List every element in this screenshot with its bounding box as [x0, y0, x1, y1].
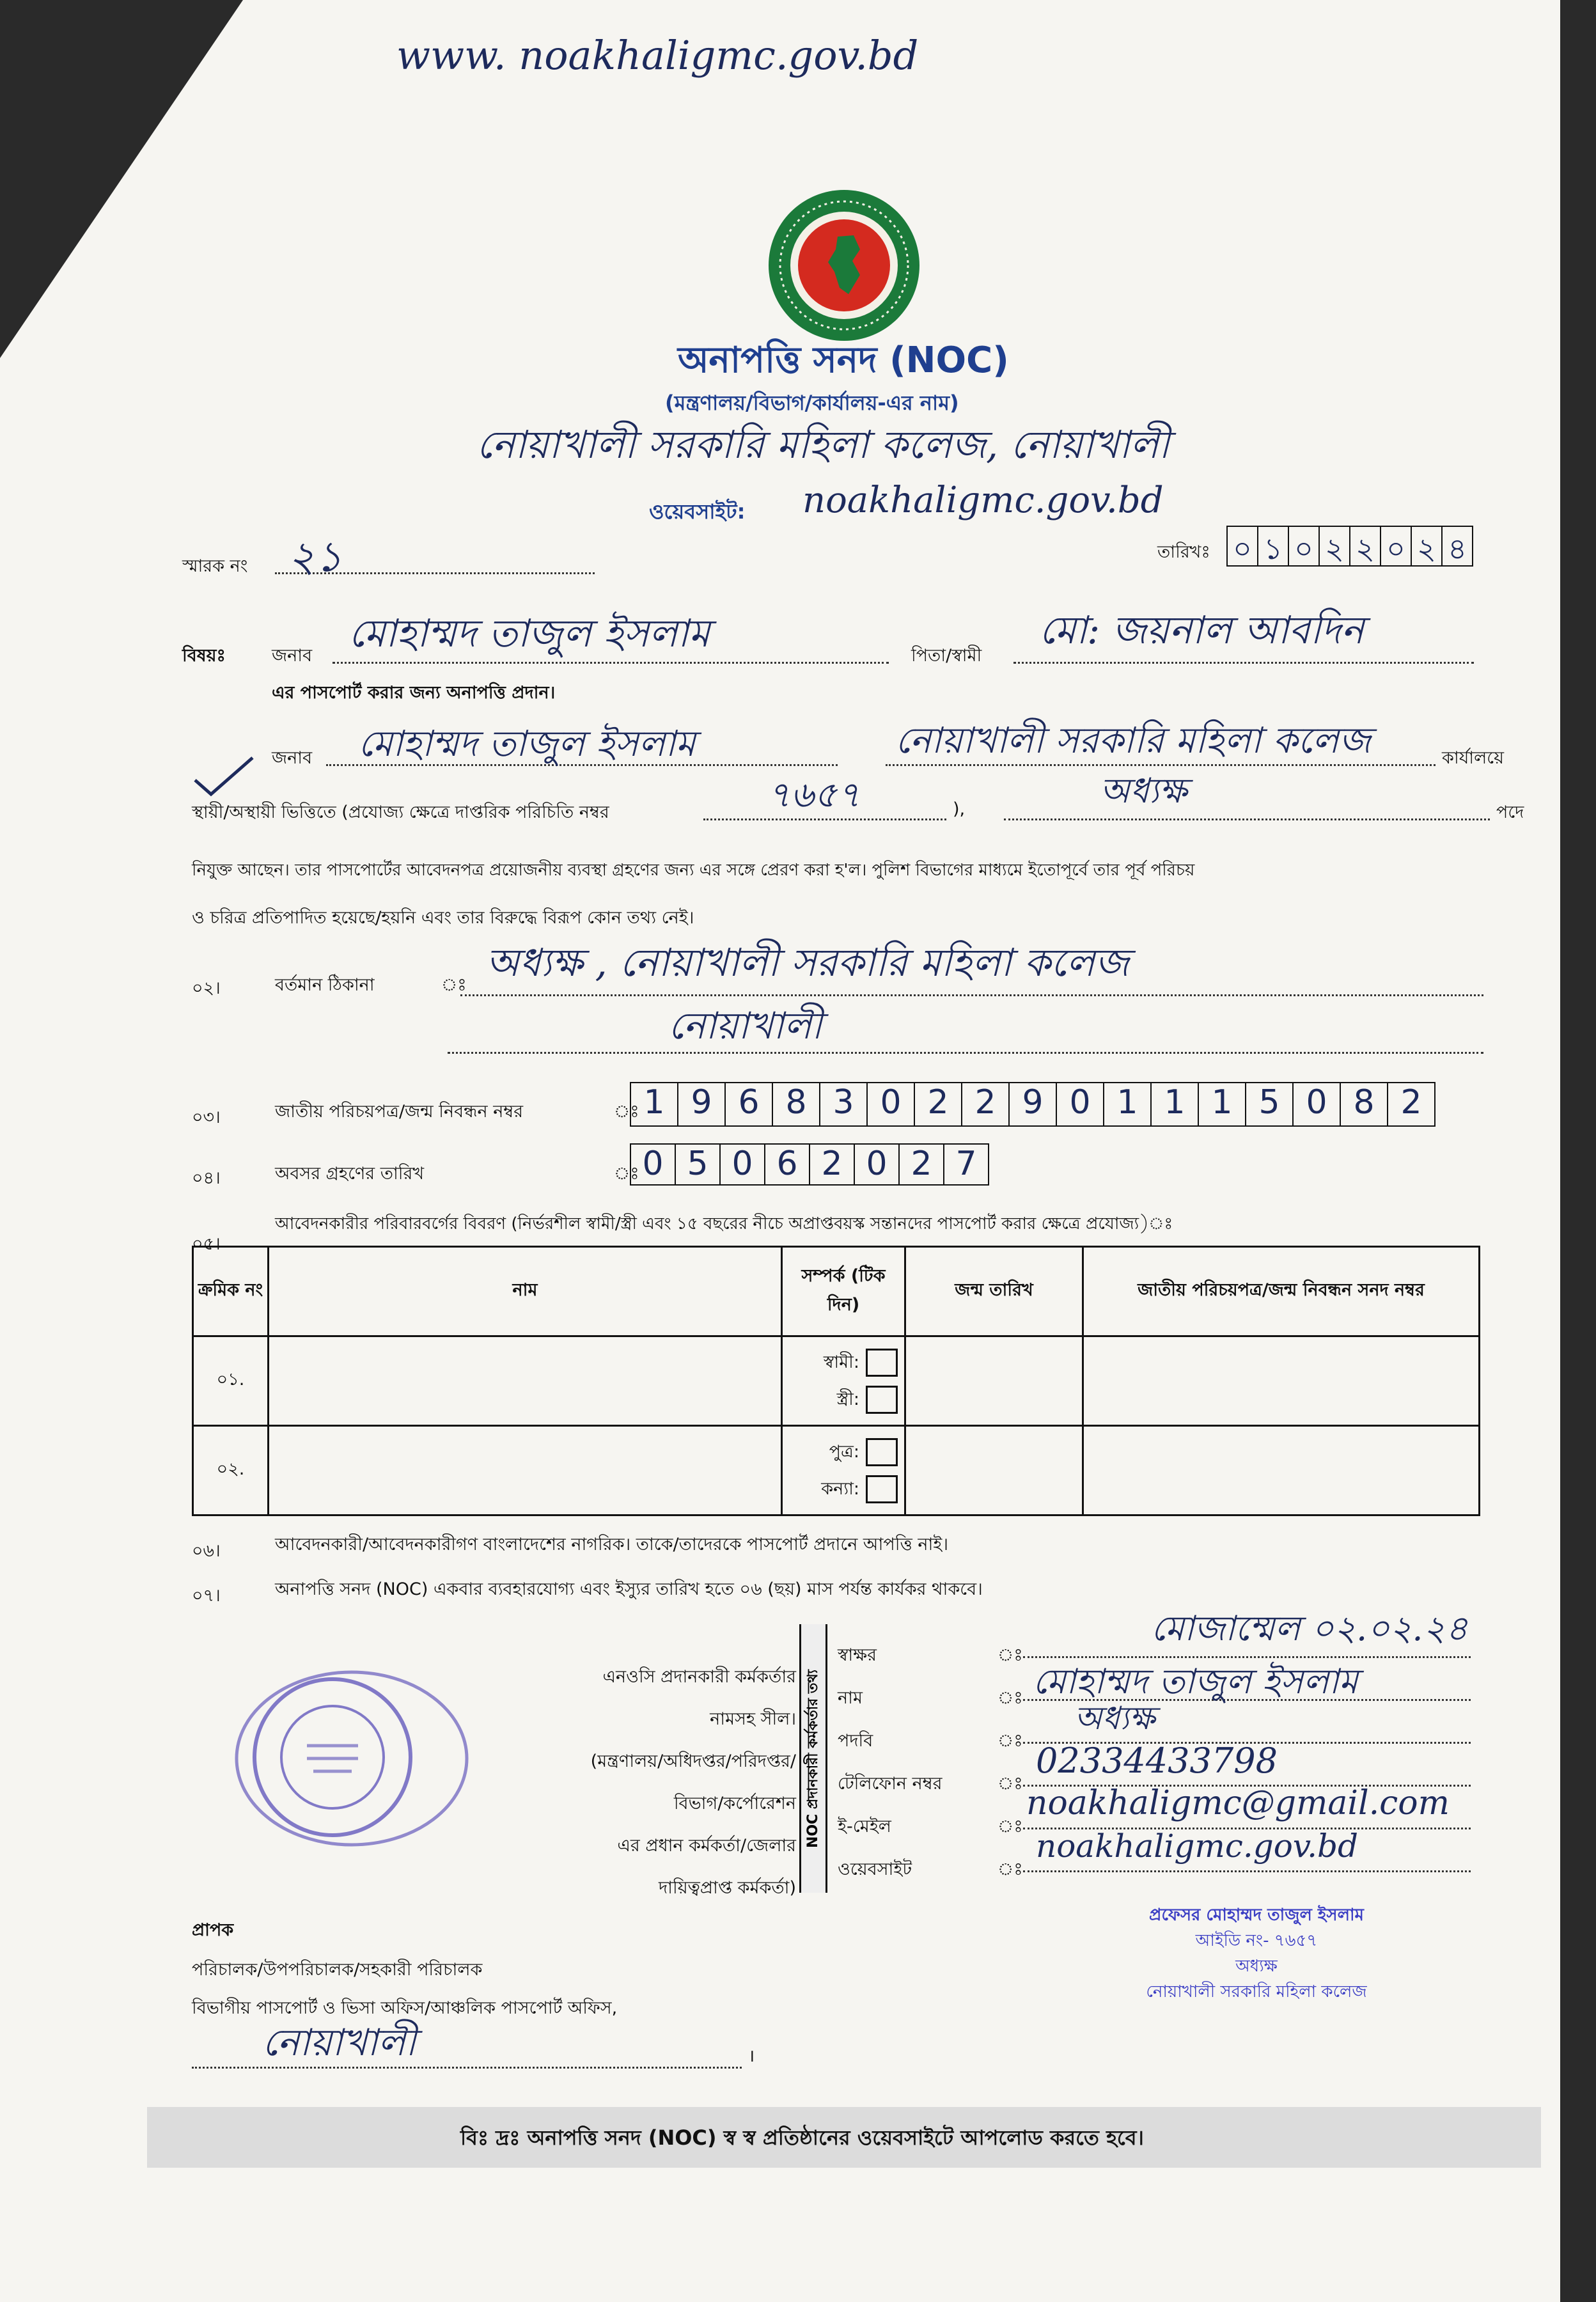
row-name-cell[interactable]: [269, 1426, 782, 1515]
stamp-line: নোয়াখালী সরকারি মহিলা কলেজ: [1146, 1982, 1367, 2001]
website-value: noakhaligmc.gov.bd: [802, 480, 1164, 521]
checkbox-husband[interactable]: [866, 1349, 898, 1377]
field-label: নাম: [838, 1688, 863, 1708]
nid-digit: 1: [1198, 1082, 1246, 1127]
relation-label: স্ত্রী:: [836, 1389, 859, 1409]
nid-digit: 2: [961, 1082, 1010, 1127]
item3-colon: ঃ: [614, 1102, 639, 1122]
row-serial: ০২.: [193, 1426, 269, 1515]
retirement-digit: 6: [764, 1143, 810, 1186]
relation-label: কন্যা:: [821, 1478, 859, 1499]
vertical-bracket: [799, 1624, 827, 1893]
item2-colon: ঃ: [441, 975, 467, 995]
handwritten-url: www. noakhaligmc.gov.bd: [396, 32, 919, 79]
signatory-field-labels: [838, 1634, 943, 1891]
field-label: টেলিফোন নম্বর: [838, 1774, 943, 1794]
nid-digit: 9: [1008, 1082, 1057, 1127]
date-digit: ৪: [1441, 526, 1473, 567]
official-stamp: [1049, 1902, 1464, 2005]
field-label: পদবি: [838, 1731, 873, 1751]
website-line: [1023, 1870, 1471, 1872]
family-table: [192, 1246, 1480, 1516]
recipient-end: ।: [748, 2046, 755, 2066]
nid-digit: 8: [1340, 1082, 1388, 1127]
item5-number: ০৫।: [192, 1234, 221, 1254]
date-label: তারিখঃ: [1157, 542, 1210, 562]
recipient-city: নোয়াখালী: [262, 2021, 416, 2064]
nid-boxes: [630, 1082, 1434, 1127]
field-colons: ঃ ঃ ঃ ঃ ঃ ঃ: [997, 1645, 1023, 1879]
signatory-phone: 02334433798: [1036, 1741, 1278, 1781]
nid-digit: 8: [772, 1082, 820, 1127]
address-line-2: [448, 1052, 1483, 1054]
nid-digit: 9: [677, 1082, 726, 1127]
address-2: নোয়াখালী: [668, 1004, 822, 1047]
body-name: মোহাম্মদ তাজুল ইসলাম: [358, 723, 696, 765]
address-1: অধ্যক্ষ , নোয়াখালী সরকারি মহিলা কলেজ: [486, 941, 1129, 985]
header-serial: ক্রমিক নং: [193, 1247, 269, 1336]
nid-digit: 6: [724, 1082, 773, 1127]
relation-label: পুত্র:: [829, 1441, 859, 1462]
item2-label: বর্তমান ঠিকানা: [275, 975, 375, 995]
relation-label: স্বামী:: [823, 1352, 859, 1372]
signatory-designation: অধ্যক্ষ: [1074, 1700, 1155, 1737]
nid-digit: 2: [1387, 1082, 1436, 1127]
signatory-website: noakhaligmc.gov.bd: [1036, 1828, 1359, 1865]
college-round-seal-icon: [230, 1663, 486, 1854]
retirement-digit: 0: [719, 1143, 765, 1186]
retirement-digit: 2: [898, 1143, 944, 1186]
stamp-line: প্রফেসর মোহাম্মদ তাজুল ইসলাম: [1149, 1906, 1364, 1925]
signatory-line: নামসহ সীল।: [710, 1709, 796, 1729]
header-dob: জন্ম তারিখ: [905, 1247, 1083, 1336]
body-janab: জনাব: [272, 748, 313, 768]
date-digit: ০: [1288, 526, 1320, 567]
item5-label: আবেদনকারীর পরিবারবর্গের বিবরণ (নির্ভরশীল স্বামী/স্ত্রী এবং ১৫ বছরের নীচে অপ্রাপ্তবয়স্ক সন্তানদের পাসপোর্ট করার ক্ষেত্রে প্রযোজ্য)ঃ: [275, 1214, 1173, 1233]
subject-line2: এর পাসপোর্ট করার জন্য অনাপত্তি প্রদান।: [272, 683, 556, 703]
recipient-heading: প্রাপক: [192, 1920, 234, 1940]
page-title: অনাপত্তি সনদ (NOC): [678, 340, 1009, 381]
stamp-line: আইডি নং- ৭৬৫৭: [1195, 1931, 1318, 1950]
comma-paren: ),: [953, 799, 966, 819]
item7-number: ০৭।: [192, 1586, 221, 1606]
item4-label: অবসর গ্রহণের তারিখ: [275, 1164, 425, 1184]
date-digit: ১: [1257, 526, 1289, 567]
recipient-line1: পরিচালক/উপপরিচালক/সহকারী পরিচালক: [192, 1960, 483, 1980]
footer-note: বিঃ দ্রঃ অনাপত্তি সনদ (NOC) স্ব স্ব প্রতিষ্ঠানের ওয়েবসাইটে আপলোড করতে হবে।: [460, 2126, 1145, 2150]
checkmark-icon: [192, 755, 256, 799]
date-digit: ০: [1380, 526, 1412, 567]
nid-digit: 1: [1103, 1082, 1152, 1127]
date-digit: ২: [1318, 526, 1350, 567]
signatory-line: এর প্রধান কর্মকর্তা/জেলার: [617, 1836, 796, 1856]
header-relation: সম্পর্ক (টিক দিন): [782, 1247, 905, 1336]
nid-digit: 0: [1056, 1082, 1104, 1127]
government-seal-icon: [764, 185, 924, 345]
row-name-cell[interactable]: [269, 1336, 782, 1426]
date-digit: ০: [1226, 526, 1258, 567]
item3-label: জাতীয় পরিচয়পত্র/জন্ম নিবন্ধন নম্বর: [275, 1102, 524, 1122]
retirement-digit: 2: [809, 1143, 855, 1186]
item2-number: ০২।: [192, 978, 221, 998]
nid-digit: 0: [866, 1082, 915, 1127]
table-row: [193, 1426, 1480, 1515]
row-dob-cell[interactable]: [905, 1426, 1083, 1515]
signatory-email: noakhaligmc@gmail.com: [1026, 1784, 1450, 1822]
checkbox-daughter[interactable]: [866, 1475, 898, 1503]
retirement-digit: 0: [630, 1143, 676, 1186]
field-label: ওয়েবসাইট: [838, 1860, 912, 1879]
row-relation-cell: [782, 1336, 905, 1426]
date-boxes: [1226, 526, 1472, 567]
signatory-line: বিভাগ/কর্পোরেশন: [673, 1794, 796, 1813]
item4-number: ০৪।: [192, 1168, 221, 1188]
signature: মোজাম্মেল ০২.০২.২৪: [1151, 1608, 1468, 1648]
row-nid-cell[interactable]: [1083, 1426, 1480, 1515]
nid-digit: 0: [1292, 1082, 1341, 1127]
body-line-c: ও চরিত্র প্রতিপাদিত হয়েছে/হয়নি এবং তার বিরুদ্ধে বিরূপ কোন তথ্য নেই।: [192, 908, 694, 928]
body-designation: অধ্যক্ষ: [1100, 771, 1187, 811]
signatory-description: [534, 1656, 796, 1909]
father-name: মো: জয়নাল আবদিন: [1039, 608, 1365, 653]
signatory-line: এনওসি প্রদানকারী কর্মকর্তার: [602, 1667, 796, 1687]
checkbox-son[interactable]: [866, 1438, 898, 1466]
nid-digit: 2: [914, 1082, 962, 1127]
item3-number: ০৩।: [192, 1108, 221, 1127]
memo-label: স্মারক নং: [182, 556, 248, 576]
header-name: নাম: [269, 1247, 782, 1336]
item7-text: অনাপত্তি সনদ (NOC) একবার ব্যবহারযোগ্য এবং ইস্যুর তারিখ হতে ০৬ (ছয়) মাস পর্যন্ত কার্যকর থাকবে।: [275, 1579, 983, 1599]
header-nid: জাতীয় পরিচয়পত্র/জন্ম নিবন্ধন সনদ নম্বর: [1083, 1247, 1480, 1336]
ministry-subtitle: (মন্ত্রণালয়/বিভাগ/কার্যালয়-এর নাম): [665, 391, 959, 415]
table-row: [193, 1336, 1480, 1426]
signatory-line: দায়িত্বপ্রাপ্ত কর্মকর্তা): [659, 1878, 796, 1898]
item4-colon: ঃ: [614, 1164, 639, 1184]
stamp-line: অধ্যক্ষ: [1235, 1957, 1278, 1976]
recipient-line2: বিভাগীয় পাসপোর্ট ও ভিসা অফিস/আঞ্চলিক পাসপোর্ট অফিস,: [192, 1998, 618, 2018]
item6-number: ০৬।: [192, 1541, 221, 1561]
id-number: ৭৬৫৭: [767, 774, 861, 816]
row-nid-cell[interactable]: [1083, 1336, 1480, 1426]
nid-digit: 1: [630, 1082, 678, 1127]
retirement-digit: 5: [675, 1143, 721, 1186]
office-suffix: কার্যালয়ে: [1442, 748, 1504, 768]
checkbox-wife[interactable]: [866, 1386, 898, 1414]
item6-text: আবেদনকারী/আবেদনকারীগণ বাংলাদেশের নাগরিক। তাকে/তাদেরকে পাসপোর্ট প্রদানে আপত্তি নাই।: [275, 1535, 949, 1554]
body-office: নোয়াখালী সরকারি মহিলা কলেজ: [895, 720, 1371, 762]
row-relation-cell: [782, 1426, 905, 1515]
nid-digit: 3: [819, 1082, 868, 1127]
retirement-digit: 0: [854, 1143, 900, 1186]
field-label: স্বাক্ষর: [838, 1645, 877, 1665]
date-digit: ২: [1411, 526, 1443, 567]
body-line-a: স্থায়ী/অস্থায়ী ভিত্তিতে (প্রযোজ্য ক্ষেত্রে দাপ্তরিক পরিচিতি নম্বর: [192, 803, 609, 822]
subject-janab: জনাব: [272, 646, 313, 666]
designation-line: [1004, 818, 1490, 820]
subject-label: বিষয়ঃ: [182, 646, 226, 666]
vertical-label: NOC প্রদানকারী কর্মকর্তার তথ্য: [805, 1669, 821, 1848]
website-label: ওয়েবসাইট:: [649, 499, 746, 524]
nid-digit: 1: [1150, 1082, 1199, 1127]
row-dob-cell[interactable]: [905, 1336, 1083, 1426]
father-label: পিতা/স্বামী: [911, 646, 982, 666]
date-digit: ২: [1349, 526, 1381, 567]
retirement-boxes: [630, 1143, 988, 1186]
body-line-b: নিযুক্ত আছেন। তার পাসপোর্টের আবেদনপত্র প্রয়োজনীয় ব্যবস্থা গ্রহণের জন্য এর সঙ্গে প্রেরণ করা হ'ল। পুলিশ বিভাগের মাধ্যমে ইতোপূর্বে তার পূর্ব পরিচয়: [192, 861, 1195, 880]
office-name: নোয়াখালী সরকারি মহিলা কলেজ, নোয়াখালী: [476, 423, 1170, 467]
field-label: ই-মেইল: [838, 1817, 891, 1836]
retirement-digit: 7: [943, 1143, 989, 1186]
signatory-name: মোহাম্মদ তাজুল ইসলাম: [1033, 1661, 1358, 1702]
signatory-line: (মন্ত্রণালয়/অধিদপ্তর/পরিদপ্তর/: [590, 1751, 796, 1771]
subject-name: মোহাম্মদ তাজুল ইসলাম: [348, 611, 710, 656]
memo-number: ২১: [288, 532, 343, 581]
nid-digit: 5: [1245, 1082, 1294, 1127]
pode-label: পদে: [1496, 803, 1524, 822]
row-serial: ০১.: [193, 1336, 269, 1426]
